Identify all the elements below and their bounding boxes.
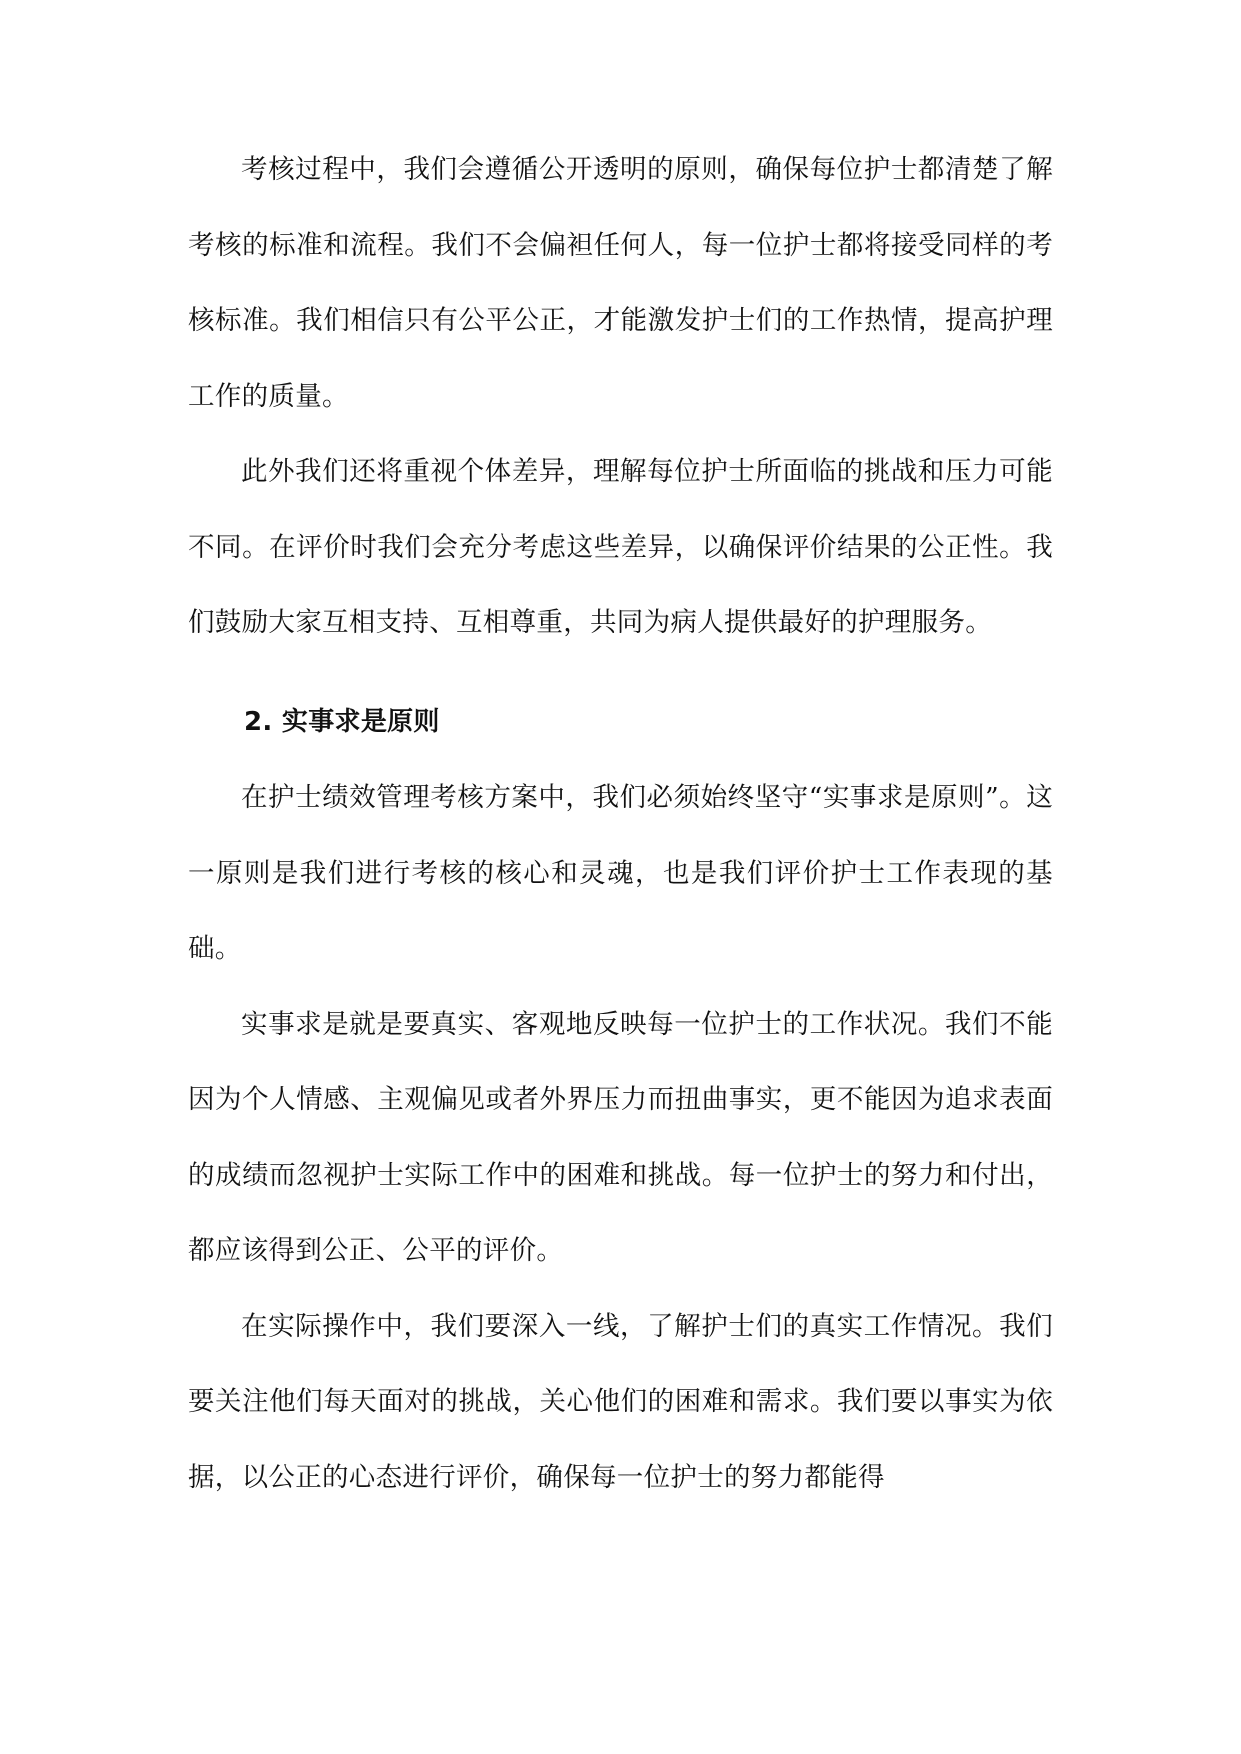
section-spacer xyxy=(188,661,1053,685)
paragraph-principle-intro: 在护士绩效管理考核方案中，我们必须始终坚守“实事求是原则”。这一原则是我们进行考核的核心和灵魂，也是我们评价护士工作表现的基础。 xyxy=(188,782,1053,964)
section-heading: 2. 实事求是原则 xyxy=(244,706,440,737)
paragraph-seeking-truth: 实事求是就是要真实、客观地反映每一位护士的工作状况。我们不能因为个人情感、主观偏见或者外界压力而扭曲事实，更不能因为追求表面的成绩而忽视护士实际工作中的困难和挑战。每一位护士的努力和付出，都应该得到公正、公平的评价。 xyxy=(188,1008,1053,1266)
paragraph-practice: 在实际操作中，我们要深入一线，了解护士们的真实工作情况。我们要关注他们每天面对的挑战，关心他们的困难和需求。我们要以事实为依据，以公正的心态进行评价，确保每一位护士的努力都能得 xyxy=(188,1310,1053,1493)
document-body xyxy=(188,132,1053,1515)
paragraph-transparency: 考核过程中，我们会遵循公开透明的原则，确保每位护士都清楚了解考核的标准和流程。我们不会偏袒任何人，每一位护士都将接受同样的考核标准。我们相信只有公平公正，才能激发护士们的工作热情，提高护理工作的质量。 xyxy=(188,154,1053,412)
paragraph-individual-differences: 此外我们还将重视个体差异，理解每位护士所面临的挑战和压力可能不同。在评价时我们会充分考虑这些差异，以确保评价结果的公正性。我们鼓励大家互相支持、互相尊重，共同为病人提供最好的护理服务。 xyxy=(188,456,1053,638)
